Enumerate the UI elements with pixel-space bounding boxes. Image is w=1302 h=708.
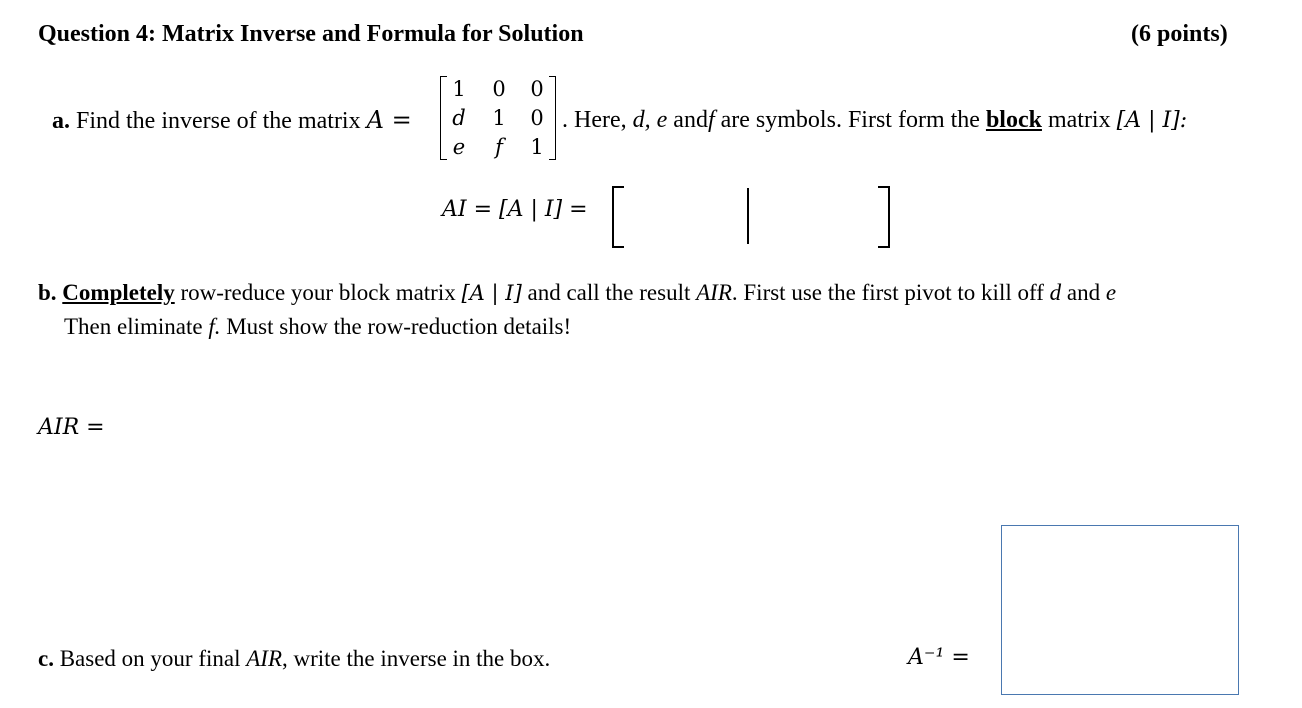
inverse-label: A⁻¹ = bbox=[908, 645, 970, 670]
part-b-line2-pre: Then eliminate bbox=[64, 314, 203, 339]
part-c-text1: Based on your final bbox=[59, 646, 241, 671]
question-points: (6 points) bbox=[1131, 21, 1228, 47]
part-a-label: a. bbox=[52, 108, 70, 134]
part-b-text3: . First use the first pivot to kill off bbox=[731, 280, 1044, 305]
part-b-text1: row-reduce your block matrix bbox=[180, 280, 456, 305]
matrix-cell: 0 bbox=[530, 77, 544, 101]
matrix-left-bracket bbox=[440, 76, 447, 160]
part-b-text2: and call the result bbox=[527, 280, 691, 305]
matrix-cell: e bbox=[452, 135, 466, 159]
matrix-cell: d bbox=[452, 106, 466, 130]
part-b-line2 bbox=[64, 313, 571, 341]
matrix-a-lhs: A = bbox=[366, 106, 412, 134]
air-label: AIR = bbox=[38, 415, 105, 440]
inverse-answer-box[interactable] bbox=[1001, 525, 1239, 695]
part-b-line2-post: Must show the row-reduction details! bbox=[226, 314, 572, 339]
block-matrix-separator bbox=[747, 188, 749, 244]
block-matrix-right-bracket bbox=[878, 186, 890, 248]
matrix-cell: 1 bbox=[452, 77, 466, 101]
completely-word: Completely bbox=[62, 280, 175, 305]
part-a-continuation bbox=[562, 106, 1187, 135]
symbol-e: e bbox=[1105, 280, 1117, 305]
question-title: Question 4: Matrix Inverse and Formula for Solution bbox=[38, 21, 584, 47]
matrix-right-bracket bbox=[549, 76, 556, 160]
here-text: . Here, bbox=[562, 107, 627, 133]
part-b-label: b. bbox=[38, 280, 57, 305]
block-notation: [A | I]: bbox=[1116, 108, 1188, 133]
part-c-label: c. bbox=[38, 646, 54, 671]
part-b-notation: [A | I] bbox=[461, 281, 522, 305]
matrix-cell: f bbox=[495, 135, 503, 159]
matrix-cell: 0 bbox=[492, 77, 506, 101]
part-b-line1 bbox=[38, 279, 1116, 307]
block-word: block bbox=[985, 107, 1042, 133]
part-c-prompt bbox=[38, 645, 550, 673]
air-name: AIR bbox=[696, 280, 732, 305]
part-a-text: Find the inverse of the matrix bbox=[76, 108, 361, 134]
and-text: and bbox=[673, 107, 708, 133]
symbols-text: are symbols. First form the bbox=[720, 107, 980, 133]
matrix-cell: 1 bbox=[492, 106, 506, 130]
part-c-text2: , write the inverse in the box. bbox=[282, 646, 551, 671]
symbols-de: d, e bbox=[632, 107, 668, 133]
part-a-prompt bbox=[52, 106, 412, 135]
matrix-a bbox=[440, 74, 556, 162]
symbol-f: f bbox=[707, 107, 715, 133]
part-b-line2-f: f. bbox=[208, 314, 221, 339]
ai-equation: AI = [A | I] = bbox=[442, 197, 588, 222]
part-b-and: and bbox=[1066, 280, 1101, 305]
symbol-d: d bbox=[1049, 280, 1062, 305]
matrix-cell: 0 bbox=[530, 106, 544, 130]
block-matrix-left-bracket bbox=[612, 186, 624, 248]
part-c-air: AIR bbox=[246, 646, 282, 671]
matrix-word: matrix bbox=[1047, 107, 1111, 133]
matrix-cell: 1 bbox=[530, 135, 544, 159]
